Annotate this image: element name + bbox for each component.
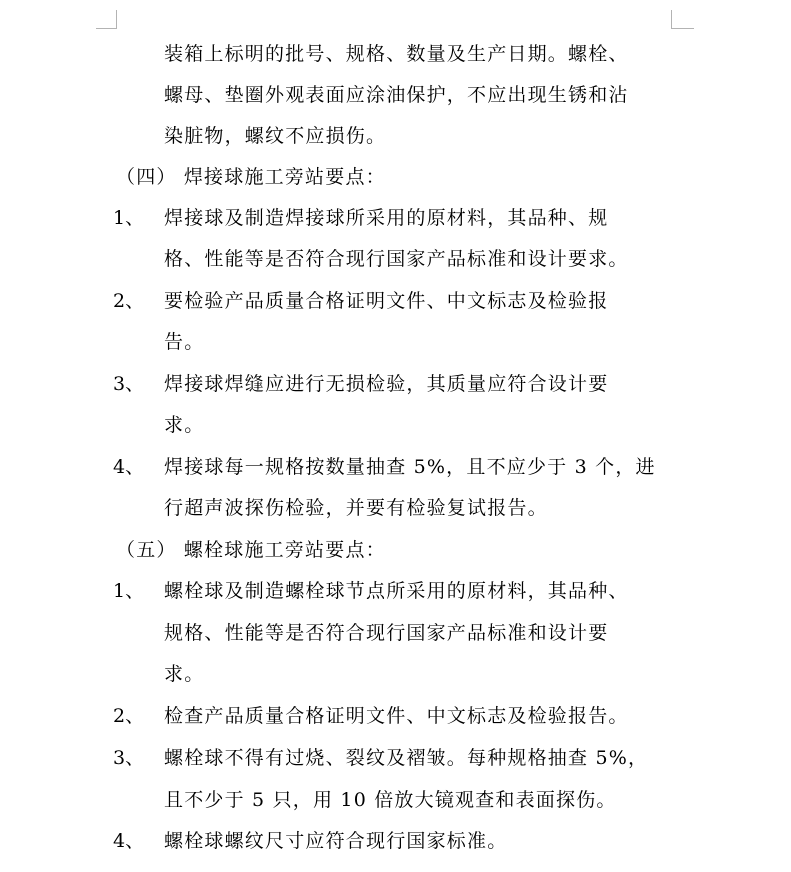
item-text-line: 螺栓球不得有过烧、裂纹及褶皱。每种规格抽查 5%， <box>164 747 649 769</box>
section-heading-5: （五） 螺栓球施工旁站要点： <box>116 539 386 561</box>
item-number: 1、 <box>113 207 145 229</box>
item-number: 4、 <box>113 456 145 478</box>
item-number: 2、 <box>113 290 145 312</box>
item-number: 1、 <box>113 580 145 602</box>
item-text-line: 螺栓球及制造螺栓球节点所采用的原材料，其品种、 <box>164 580 629 602</box>
item-text-line: 格、性能等是否符合现行国家产品标准和设计要求。 <box>164 248 629 270</box>
item-number: 3、 <box>113 747 145 769</box>
item-number: 3、 <box>113 373 145 395</box>
item-text-line: 检查产品质量合格证明文件、中文标志及检验报告。 <box>164 705 629 727</box>
item-text-line: 焊接球每一规格按数量抽查 5%，且不应少于 3 个，进 <box>164 456 656 478</box>
item-text-line: 行超声波探伤检验，并要有检验复试报告。 <box>164 497 548 519</box>
intro-line-1: 装箱上标明的批号、规格、数量及生产日期。螺栓、 <box>164 43 629 65</box>
item-text-line: 螺栓球螺纹尺寸应符合现行国家标准。 <box>164 830 508 852</box>
item-text-line: 求。 <box>164 414 205 436</box>
item-text-line: 焊接球及制造焊接球所采用的原材料，其品种、规 <box>164 207 609 229</box>
intro-line-2: 螺母、垫圈外观表面应涂油保护，不应出现生锈和沾 <box>164 84 629 106</box>
intro-line-3: 染脏物，螺纹不应损伤。 <box>164 125 387 147</box>
item-text-line: 规格、性能等是否符合现行国家产品标准和设计要 <box>164 622 609 644</box>
section-heading-4: （四） 焊接球施工旁站要点： <box>116 166 386 188</box>
item-text-line: 焊接球焊缝应进行无损检验，其质量应符合设计要 <box>164 373 609 395</box>
item-number: 4、 <box>113 830 145 852</box>
crop-mark-top-right <box>671 10 694 29</box>
item-text-line: 告。 <box>164 331 205 353</box>
item-number: 2、 <box>113 705 145 727</box>
item-text-line: 要检验产品质量合格证明文件、中文标志及检验报 <box>164 290 609 312</box>
crop-mark-top-left <box>96 10 117 29</box>
item-text-line: 求。 <box>164 663 205 685</box>
item-text-line: 且不少于 5 只，用 10 倍放大镜观查和表面探伤。 <box>164 789 617 811</box>
